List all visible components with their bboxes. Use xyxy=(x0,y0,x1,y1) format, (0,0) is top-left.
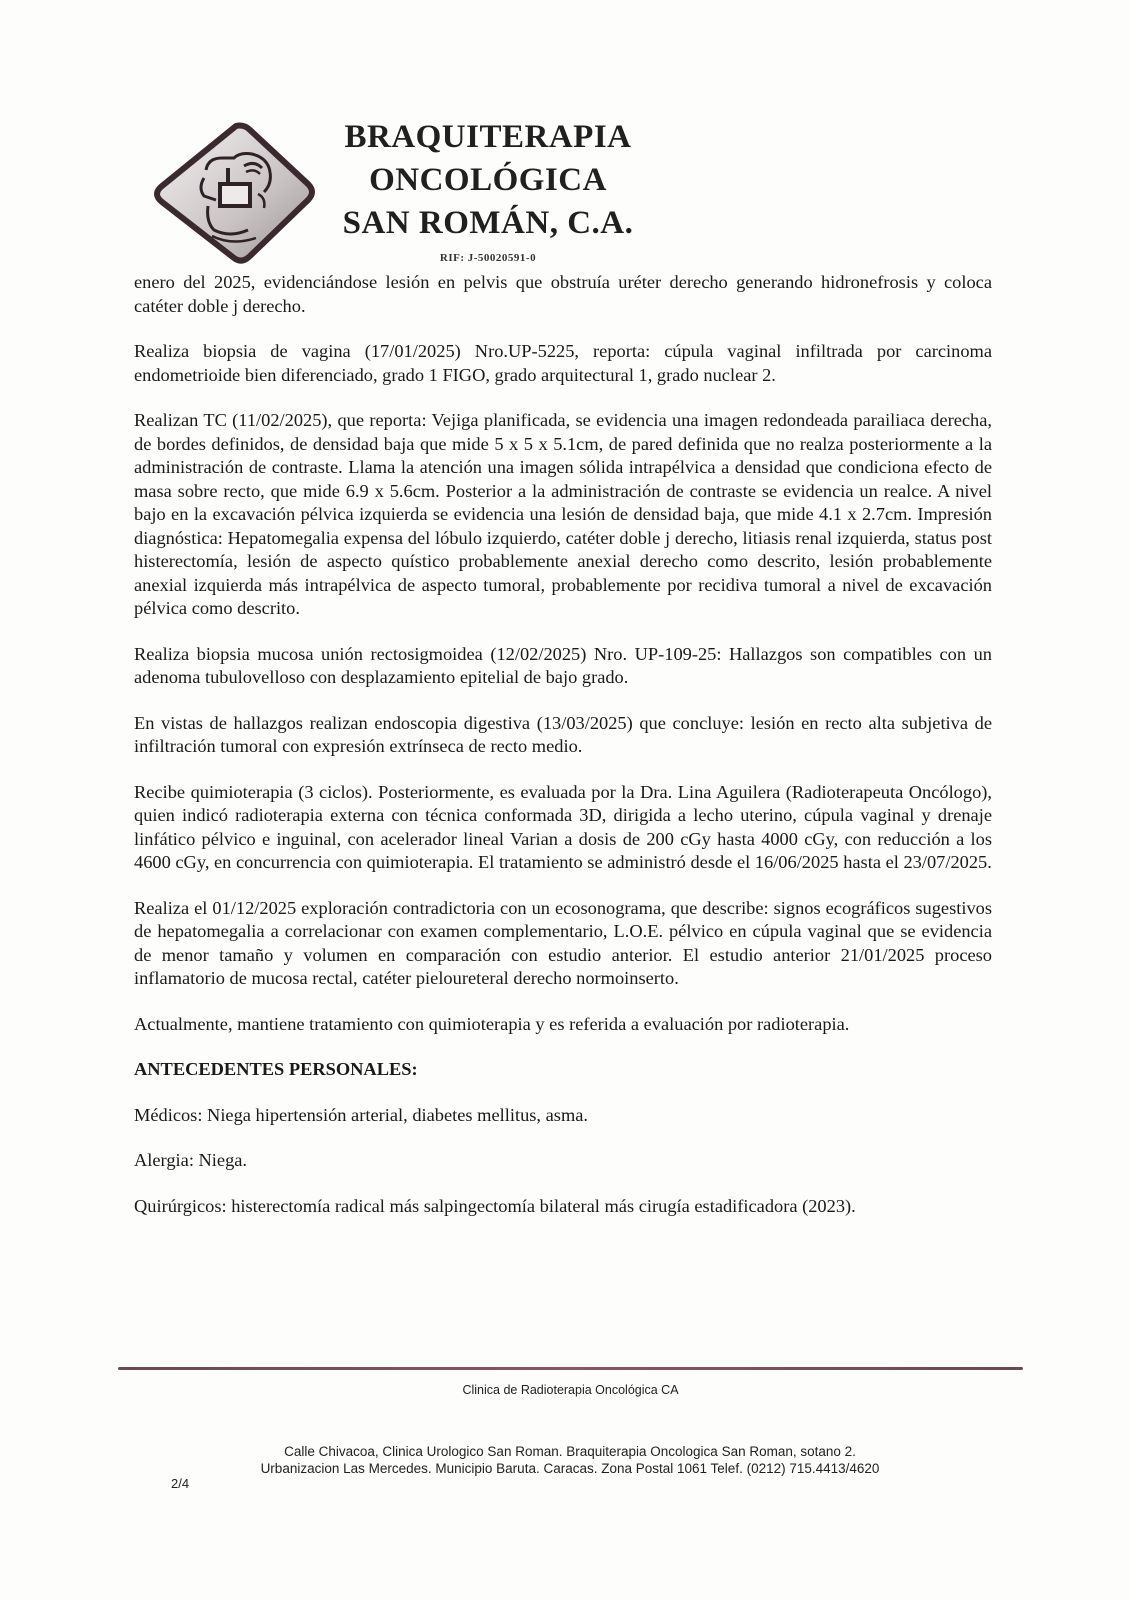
section-heading-antecedentes: ANTECEDENTES PERSONALES: xyxy=(134,1059,418,1079)
footer-address xyxy=(150,1443,990,1477)
paragraph-ultrasound: Realiza el 01/12/2025 exploración contradictoria con un ecosonograma, que describe: signos ecográficos sugestivos de hepatomegalia a correlacionar con examen complementario, L.O.E. pélvico en cúpula vaginal que se evidencia de menor tamaño y volumen en comparación con estudio anterior. El estudio anterior 21/01/2025 proceso inflamatorio de mucosa rectal, catéter pieloureteral derecho normoinserto. xyxy=(134,897,992,988)
address-line-1: Calle Chivacoa, Clinica Urologico San Roman. Braquiterapia Oncologica San Roman, sotano 2. xyxy=(284,1444,856,1459)
page-number: 2/4 xyxy=(171,1476,190,1491)
paragraph-endoscopy: En vistas de hallazgos realizan endoscopia digestiva (13/03/2025) que concluye: lesión en recto alta subjetiva de infiltración tumoral con expresión extrínseca de recto medio. xyxy=(134,712,992,756)
clinic-brand-name xyxy=(318,116,658,265)
antecedente-medicos: Médicos: Niega hipertensión arterial, diabetes mellitus, asma. xyxy=(134,1104,589,1125)
paragraph-rectosigmoid-biopsy: Realiza biopsia mucosa unión rectosigmoidea (12/02/2025) Nro. UP-109-25: Hallazgos son compatibles con un adenoma tubulovelloso con desplazamiento epitelial de bajo grado. xyxy=(134,643,992,687)
paragraph-current-status: Actualmente, mantiene tratamiento con quimioterapia y es referida a evaluación por radioterapia. xyxy=(134,1013,850,1034)
footer-clinic-name: Clinica de Radioterapia Oncológica CA xyxy=(462,1383,679,1397)
brand-line-3: SAN ROMÁN, C.A. xyxy=(342,205,634,241)
paragraph-hydronephrosis: enero del 2025, evidenciándose lesión en pelvis que obstruía uréter derecho generando hidronefrosis y coloca catéter doble j derecho. xyxy=(134,272,992,316)
paragraph-ct-scan: Realizan TC (11/02/2025), que reporta: Vejiga planificada, se evidencia una imagen redondeada parailiaca derecha, de bordes definidos, de densidad baja que mide 5 x 5 x 5.1cm, de pared definida que no realza posteriormente a la administración de contraste. Llama la atención una imagen sólida intrapélvica a densidad que condiciona efecto de masa sobre recto, que mide 6.9 x 5.6cm. Posterior a la administración de contraste se evidencia un realce. A nivel bajo en la excavación pélvica izquierda se evidencia una lesión de densidad baja, que mide 4.1 x 2.7cm. Impresión diagnóstica: Hepatomegalia expensa del lóbulo izquierdo, catéter doble j derecho, litiasis renal izquierda, status post histerectomía, lesión de aspecto quístico probablemente anexial derecho como descrito, lesión probablemente anexial izquierda más intrapélvica de aspecto tumoral, probablemente por recidiva tumoral a nivel de excavación pélvica como descrito. xyxy=(134,410,992,618)
brand-line-1: BRAQUITERAPIA xyxy=(344,119,632,155)
letterhead xyxy=(140,110,660,280)
antecedente-alergia: Alergia: Niega. xyxy=(134,1150,248,1170)
address-line-2: Urbanizacion Las Mercedes. Municipio Baruta. Caracas. Zona Postal 1061 Telef. (0212) 715.4413/4620 xyxy=(260,1461,880,1476)
antecedente-quirurgicos: Quirúrgicos: histerectomía radical más salpingectomía bilateral más cirugía estadificadora (2023). xyxy=(134,1195,856,1216)
paragraph-vaginal-biopsy: Realiza biopsia de vagina (17/01/2025) Nro.UP-5225, reporta: cúpula vaginal infiltrada por carcinoma endometrioide bien diferenciado, grado 1 FIGO, grado arquitectural 1, grado nuclear 2. xyxy=(134,341,992,385)
footer-divider xyxy=(118,1367,1023,1370)
report-body xyxy=(134,271,992,1240)
clinic-logo-diamond-icon xyxy=(148,118,318,268)
rif-number: RIF: J-50020591-0 xyxy=(439,252,537,264)
brand-line-2: ONCOLÓGICA xyxy=(369,162,607,198)
paragraph-treatment: Recibe quimioterapia (3 ciclos). Posteriormente, es evaluada por la Dra. Lina Aguilera (Radioterapeuta Oncólogo), quien indicó radioterapia externa con técnica conformada 3D, dirigida a lecho uterino, cúpula vaginal y drenaje linfático pélvico e inguinal, con acelerador lineal Varian a dosis de 200 cGy hasta 4000 cGy, con reducción a los 4600 cGy, en concurrencia con quimioterapia. El tratamiento se administró desde el 16/06/2025 hasta el 23/07/2025. xyxy=(134,781,992,872)
